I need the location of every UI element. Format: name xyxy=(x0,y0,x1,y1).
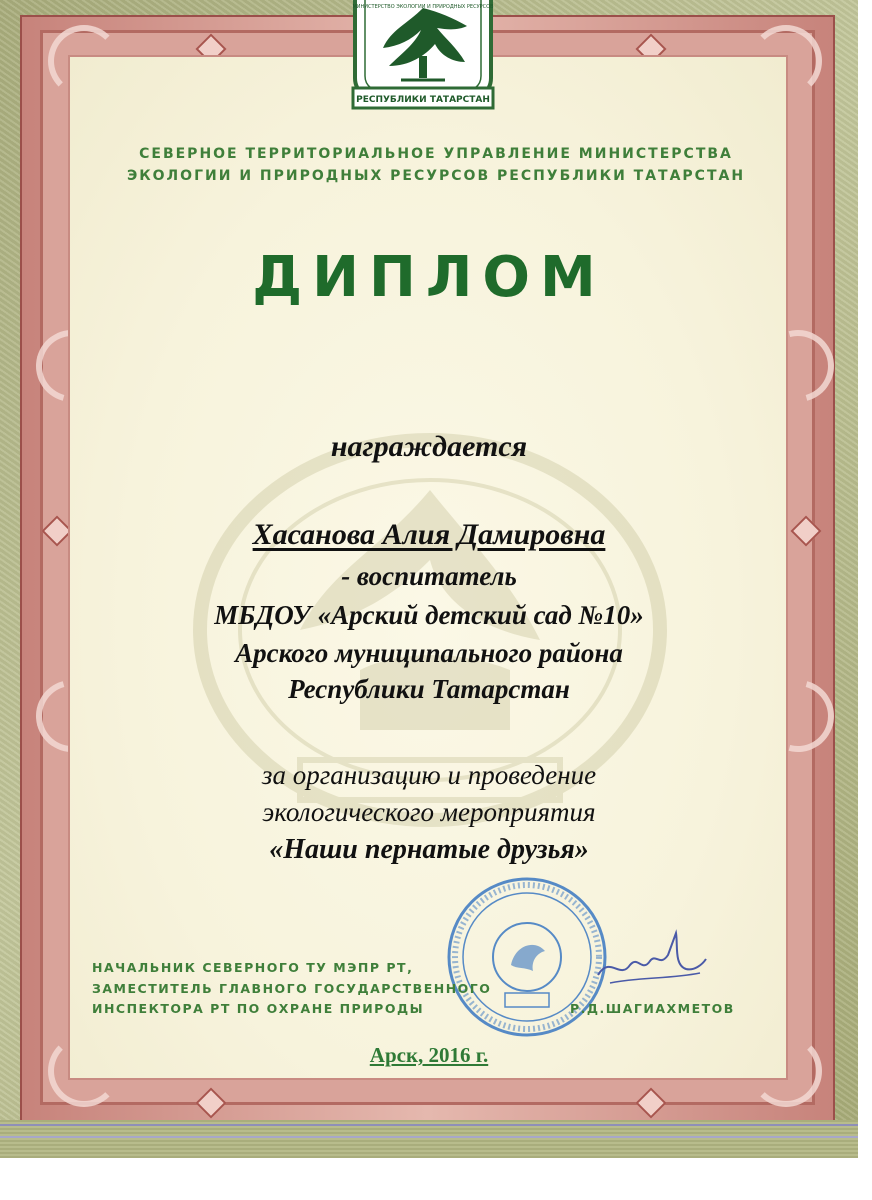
bottom-scan-lines xyxy=(0,1124,858,1138)
ministry-line-1: СЕВЕРНОЕ ТЕРРИТОРИАЛЬНОЕ УПРАВЛЕНИЕ МИНИСТЕРСТВА xyxy=(139,146,733,162)
place-and-year: Арск, 2016 г. xyxy=(369,1043,489,1067)
reason-line-1: за организацию и проведение xyxy=(261,760,597,790)
ministry-emblem-icon xyxy=(345,0,501,112)
reason-line-3: «Наши пернатые друзья» xyxy=(269,834,589,865)
emblem-ring-text: МИНИСТЕРСТВО ЭКОЛОГИИ И ПРИРОДНЫХ РЕСУРСОВ xyxy=(352,4,494,10)
recipient-org-line-3: Республики Татарстан xyxy=(288,674,570,704)
scan-margin xyxy=(858,0,872,1200)
signatory-title-line-2: ЗАМЕСТИТЕЛЬ ГЛАВНОГО ГОСУДАРСТВЕННОГО xyxy=(92,981,492,996)
recipient-name: Хасанова Алия Дамировна xyxy=(252,518,606,551)
recipient-org-line-1: МБДОУ «Арский детский сад №10» xyxy=(214,600,644,630)
recipient-position: - воспитатель xyxy=(341,561,517,591)
signatory-name: Р.Д.ШАГИАХМЕТОВ xyxy=(570,1001,735,1016)
awarded-text: награждается xyxy=(330,430,528,463)
signatory-title-line-3: ИНСПЕКТОРА РТ ПО ОХРАНЕ ПРИРОДЫ xyxy=(92,1001,425,1016)
diploma-title: ДИПЛОМ xyxy=(252,245,606,310)
signatory-title-line-1: НАЧАЛЬНИК СЕВЕРНОГО ТУ МЭПР РТ, xyxy=(92,960,414,975)
ministry-line-2: ЭКОЛОГИИ И ПРИРОДНЫХ РЕСУРСОВ РЕСПУБЛИКИ ТАТАРСТАН xyxy=(126,168,746,184)
emblem-banner-text: РЕСПУБЛИКИ ТАТАРСТАН xyxy=(356,95,490,105)
reason-line-2: экологического мероприятия xyxy=(262,797,596,827)
recipient-org-line-2: Арского муниципального района xyxy=(235,638,623,668)
